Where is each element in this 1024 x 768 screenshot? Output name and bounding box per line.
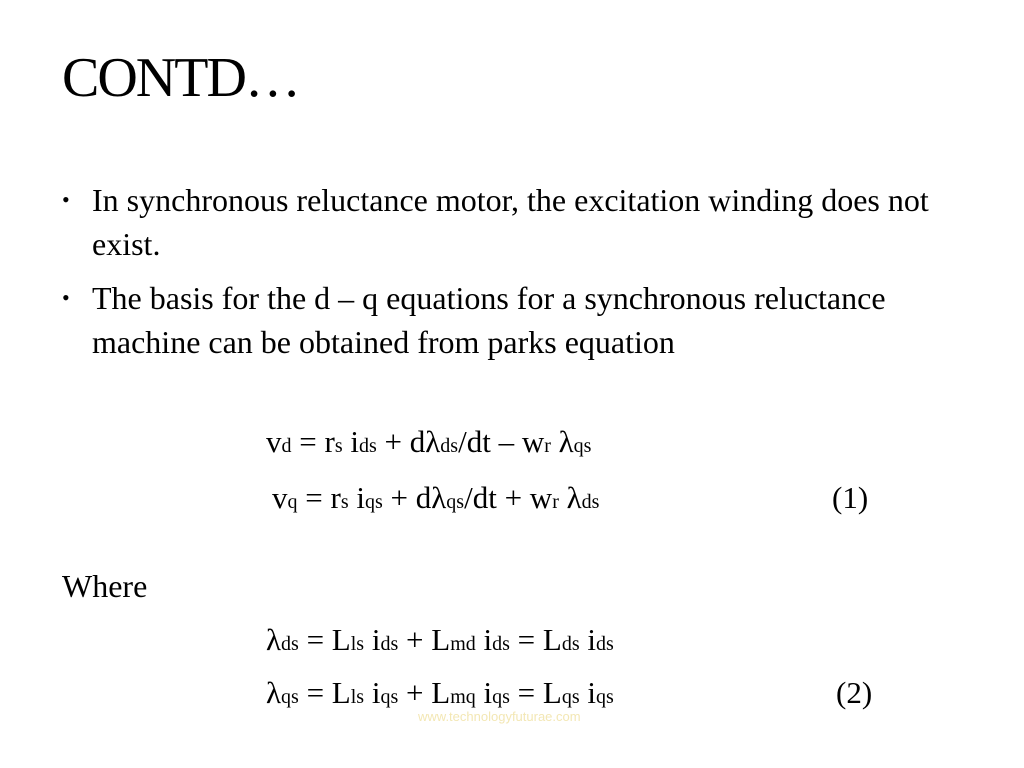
eq-sub: ds [492,633,510,655]
eq-sub: qs [446,491,465,513]
eq-term: = L [509,675,562,710]
equation-vq [272,478,599,522]
equation-lambda-ds [266,620,614,664]
eq-term: = L [509,622,562,657]
eq-term: + dλ [376,424,441,459]
eq-term: + L [398,675,451,710]
eq-sub: ls [350,633,365,655]
eq-term: i [348,480,365,515]
eq-sub: qs [380,686,399,708]
bullet-marker: • [62,187,70,212]
eq-term: λ [266,675,282,710]
eq-term: λ [558,480,582,515]
eq-term: = L [298,675,351,710]
eq-term: λ [266,622,282,657]
eq-sub: r [544,435,551,457]
eq-sub: ds [581,491,600,513]
where-label: Where [62,568,148,604]
bullet-list [62,178,942,374]
eq-term: i [342,424,359,459]
eq-sub: q [287,491,298,513]
eq-sub: ds [380,633,399,655]
eq-term: i [475,622,493,657]
bullet-marker: • [62,285,70,310]
eq-term: i [364,675,381,710]
equation-vd [266,422,591,466]
bullet-text: The basis for the d – q equations for a synchronous reluctance machine can be obtained from parks equation [92,280,886,360]
eq-sub: qs [561,686,580,708]
eq-term: /dt – w [458,424,545,459]
eq-sub: ds [358,435,377,457]
eq-term: /dt + w [464,480,553,515]
equation-number-2: (2) [836,675,873,710]
eq-sub: ds [596,633,614,655]
eq-term: = L [298,622,351,657]
eq-term: + L [398,622,451,657]
eq-term: i [579,622,597,657]
eq-term: r [324,424,335,459]
eq-sub: qs [364,491,383,513]
eq-sub: qs [281,686,299,708]
eq-sub: ds [440,435,459,457]
bullet-item [62,276,942,364]
slide-title: CONTD… [62,47,299,109]
eq-term: = [291,424,325,459]
eq-sub: r [552,491,559,513]
eq-sub: ds [561,633,580,655]
watermark: www.technologyfuturae.com [418,709,581,724]
eq-sub: s [334,435,343,457]
eq-term: v [266,424,282,459]
eq-term: i [364,622,381,657]
bullet-item [62,178,942,266]
eq-term: i [579,675,597,710]
eq-sub: md [450,633,476,655]
eq-term: r [330,480,341,515]
eq-sub: s [340,491,349,513]
eq-sub: qs [596,686,614,708]
eq-sub: ds [281,633,299,655]
equation-number-1: (1) [832,480,869,515]
eq-term: v [272,480,288,515]
eq-term: λ [550,424,574,459]
eq-sub: d [281,435,292,457]
eq-term: i [475,675,493,710]
eq-term: + dλ [382,480,447,515]
eq-sub: mq [450,686,476,708]
eq-term: = [297,480,331,515]
bullet-text: In synchronous reluctance motor, the excitation winding does not exist. [92,182,929,262]
eq-sub: ls [350,686,365,708]
eq-sub: qs [492,686,510,708]
eq-sub: qs [573,435,592,457]
